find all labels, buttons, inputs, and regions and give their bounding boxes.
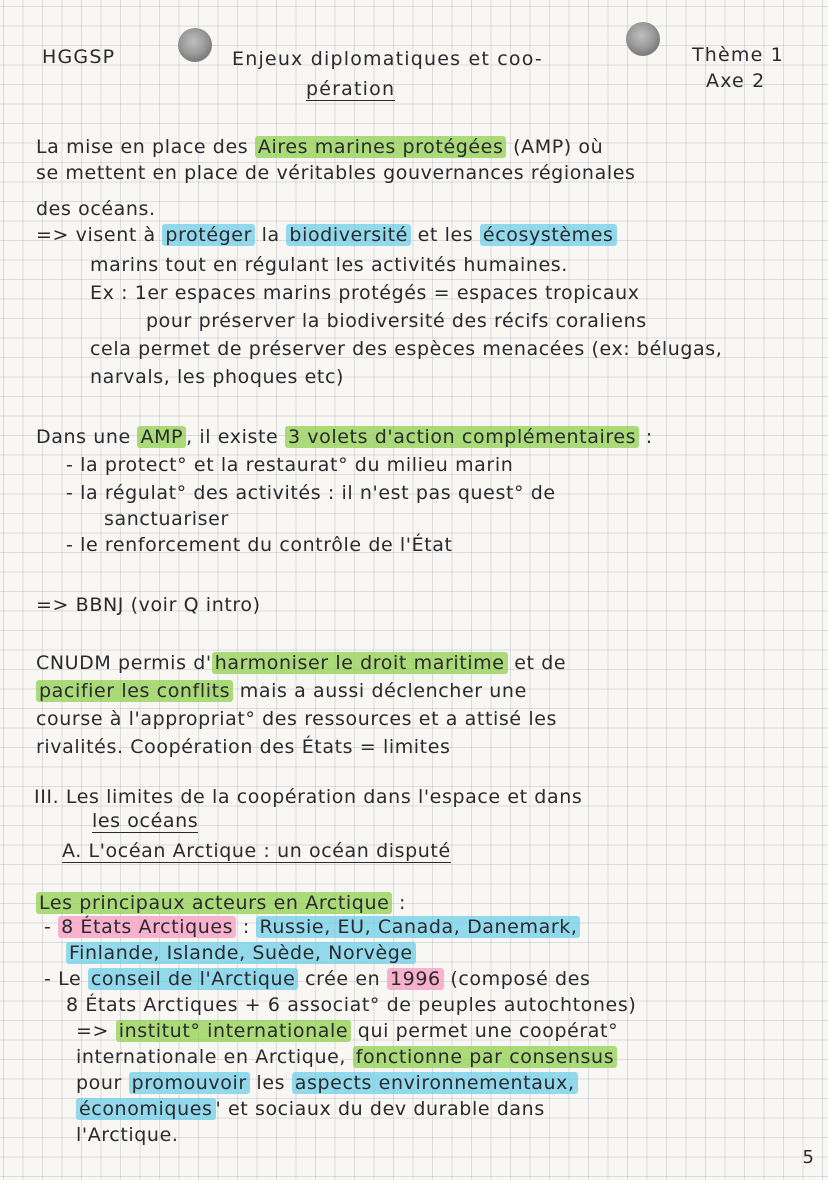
section-3-title: III. Les limites de la coopération dans l'espace et dans [34,786,583,808]
amp-line-7: pour préserver la biodiversité des récifs coraliens [146,310,647,332]
punch-hole-right [626,22,660,56]
highlight-biodiversite: biodiversité [286,224,411,246]
title-line-2: pération [306,78,396,100]
section-3-title-cont: les océans [92,810,199,832]
highlight-economiques: économiques [76,1098,216,1120]
cnudm-line-2: pacifier les conflits mais a aussi déclencher une [36,682,527,701]
arctic-council-line: - Le conseil de l'Arctique crée en 1996 (composé des [44,968,591,990]
highlight-amp: Aires marines protégées [255,136,507,158]
highlight-proteger: protéger [162,224,255,246]
highlight-consensus: fonctionne par consensus [353,1046,618,1068]
highlight-acteurs: Les principaux acteurs en Arctique [36,892,392,914]
highlight-volets: 3 volets d'action complémentaires [285,426,639,448]
highlight-pays-2: Finlande, Islande, Suède, Norvège [66,942,416,964]
subject-label: HGGSP [42,46,116,68]
amp-line-9: narvals, les phoques etc) [90,366,345,388]
arctic-council-line-2: 8 États Arctiques + 6 associat° de peuples autochtones) [66,994,637,1016]
amp-line-2: se mettent en place de véritables gouvernances régionales [36,162,636,184]
amp-line-1: La mise en place des Aires marines protégées (AMP) où [36,136,604,158]
highlight-droit-maritime: harmoniser le droit maritime [212,652,508,674]
bbnj-note: => BBNJ (voir Q intro) [36,594,261,616]
volets-intro: Dans une AMP , il existe 3 volets d'action complémentaires : [36,426,653,448]
highlight-aspects: aspects environnementaux, [292,1072,578,1094]
title-line-1: Enjeux diplomatiques et coo- [232,48,543,70]
amp-line-4: => visent à protéger la biodiversité et les écosystèmes [36,226,617,245]
highlight-8-etats: 8 États Arctiques [58,916,236,938]
section-3a-title: A. L'océan Arctique : un océan disputé [62,840,451,862]
cnudm-line-3: course à l'appropriat° des ressources et a attisé les [36,708,557,730]
arctic-council-line-5: pour promouvoir les aspects environnementaux, [76,1074,578,1093]
arctic-council-line-3: => institut° internationale qui permet une coopérat° [76,1020,619,1042]
amp-line-6: Ex : 1er espaces marins protégés = espaces tropicaux [90,282,640,304]
cnudm-line-4: rivalités. Coopération des États = limites [36,736,451,758]
highlight-ecosystemes: écosystèmes [480,224,617,246]
amp-line-5: marins tout en régulant les activités humaines. [90,254,568,276]
volet-item-2: - la régulat° des activités : il n'est pas quest° de [66,482,556,504]
highlight-institut: institut° internationale [116,1020,351,1042]
cnudm-line-1: CNUDM permis d' harmoniser le droit maritime et de [36,652,567,674]
highlight-conseil: conseil de l'Arctique [88,968,299,990]
highlight-pays: Russie, EU, Canada, Danemark, [256,916,580,938]
axe-label: Axe 2 [706,70,766,92]
punch-hole-left [178,28,212,62]
amp-line-8: cela permet de préserver des espèces menacées (ex: bélugas, [90,338,723,360]
highlight-1996: 1996 [387,968,444,990]
volet-item-1: - la protect° et la restaurat° du milieu marin [66,454,514,476]
arctic-actors-heading: Les principaux acteurs en Arctique : [36,894,406,913]
highlight-promouvoir: promouvoir [129,1072,250,1094]
arctic-council-line-6: économiques ' et sociaux du dev durable dans [76,1100,545,1119]
arctic-council-line-7: l'Arctique. [76,1124,179,1146]
highlight-pacifier: pacifier les conflits [36,680,233,702]
page-number: 5 [802,1147,814,1168]
arctic-states-line: - 8 États Arctiques : Russie, EU, Canada, Danemark, [44,918,580,937]
theme-label: Thème 1 [692,44,785,66]
volet-item-3: - le renforcement du contrôle de l'État [66,534,453,556]
amp-line-3: des océans. [36,198,156,220]
volet-item-2-cont: sanctuariser [104,508,229,530]
arctic-council-line-4: internationale en Arctique, fonctionne par consensus [76,1048,617,1067]
arctic-states-line-2 [66,944,416,963]
